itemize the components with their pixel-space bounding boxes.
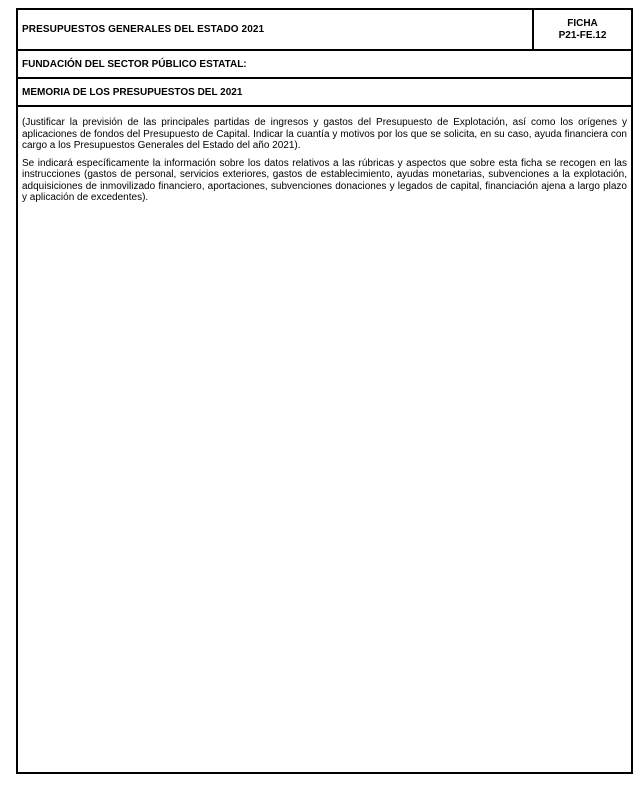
ficha-label: FICHA <box>567 17 598 29</box>
form-header <box>18 10 631 51</box>
memoria-heading: MEMORIA DE LOS PRESUPUESTOS DEL 2021 <box>18 79 631 107</box>
instructions-paragraph-2: Se indicará específicamente la información sobre los datos relativos a las rúbricas y aspectos que sobre esta ficha se recogen en las instrucciones (gastos de personal, servicios exteriores, gastos de establecimiento, ayudas monetarias, subvenciones a la explotación, adquisiciones de inmovilizado financiero, aportaciones, subvenciones donaciones y legados de capital, financiación ajena a largo plazo y aplicación de excedentes). <box>22 157 627 203</box>
budget-form <box>16 8 633 774</box>
instructions-paragraph-1: (Justificar la previsión de las principales partidas de ingresos y gastos del Presupuesto de Explotación, así como los orígenes y aplicaciones de fondos del Presupuesto de Capital. Indicar la cuantía y motivos por los que se solicita, en su caso, ayuda financiera con cargo a los Presupuestos Generales del Estado del año 2021). <box>22 117 627 151</box>
form-title: PRESUPUESTOS GENERALES DEL ESTADO 2021 <box>22 24 265 35</box>
memoria-body[interactable] <box>18 107 631 772</box>
fundacion-field[interactable]: FUNDACIÓN DEL SECTOR PÚBLICO ESTATAL: <box>18 51 631 79</box>
ficha-box <box>532 10 631 49</box>
ficha-code: P21-FE.12 <box>558 29 607 41</box>
